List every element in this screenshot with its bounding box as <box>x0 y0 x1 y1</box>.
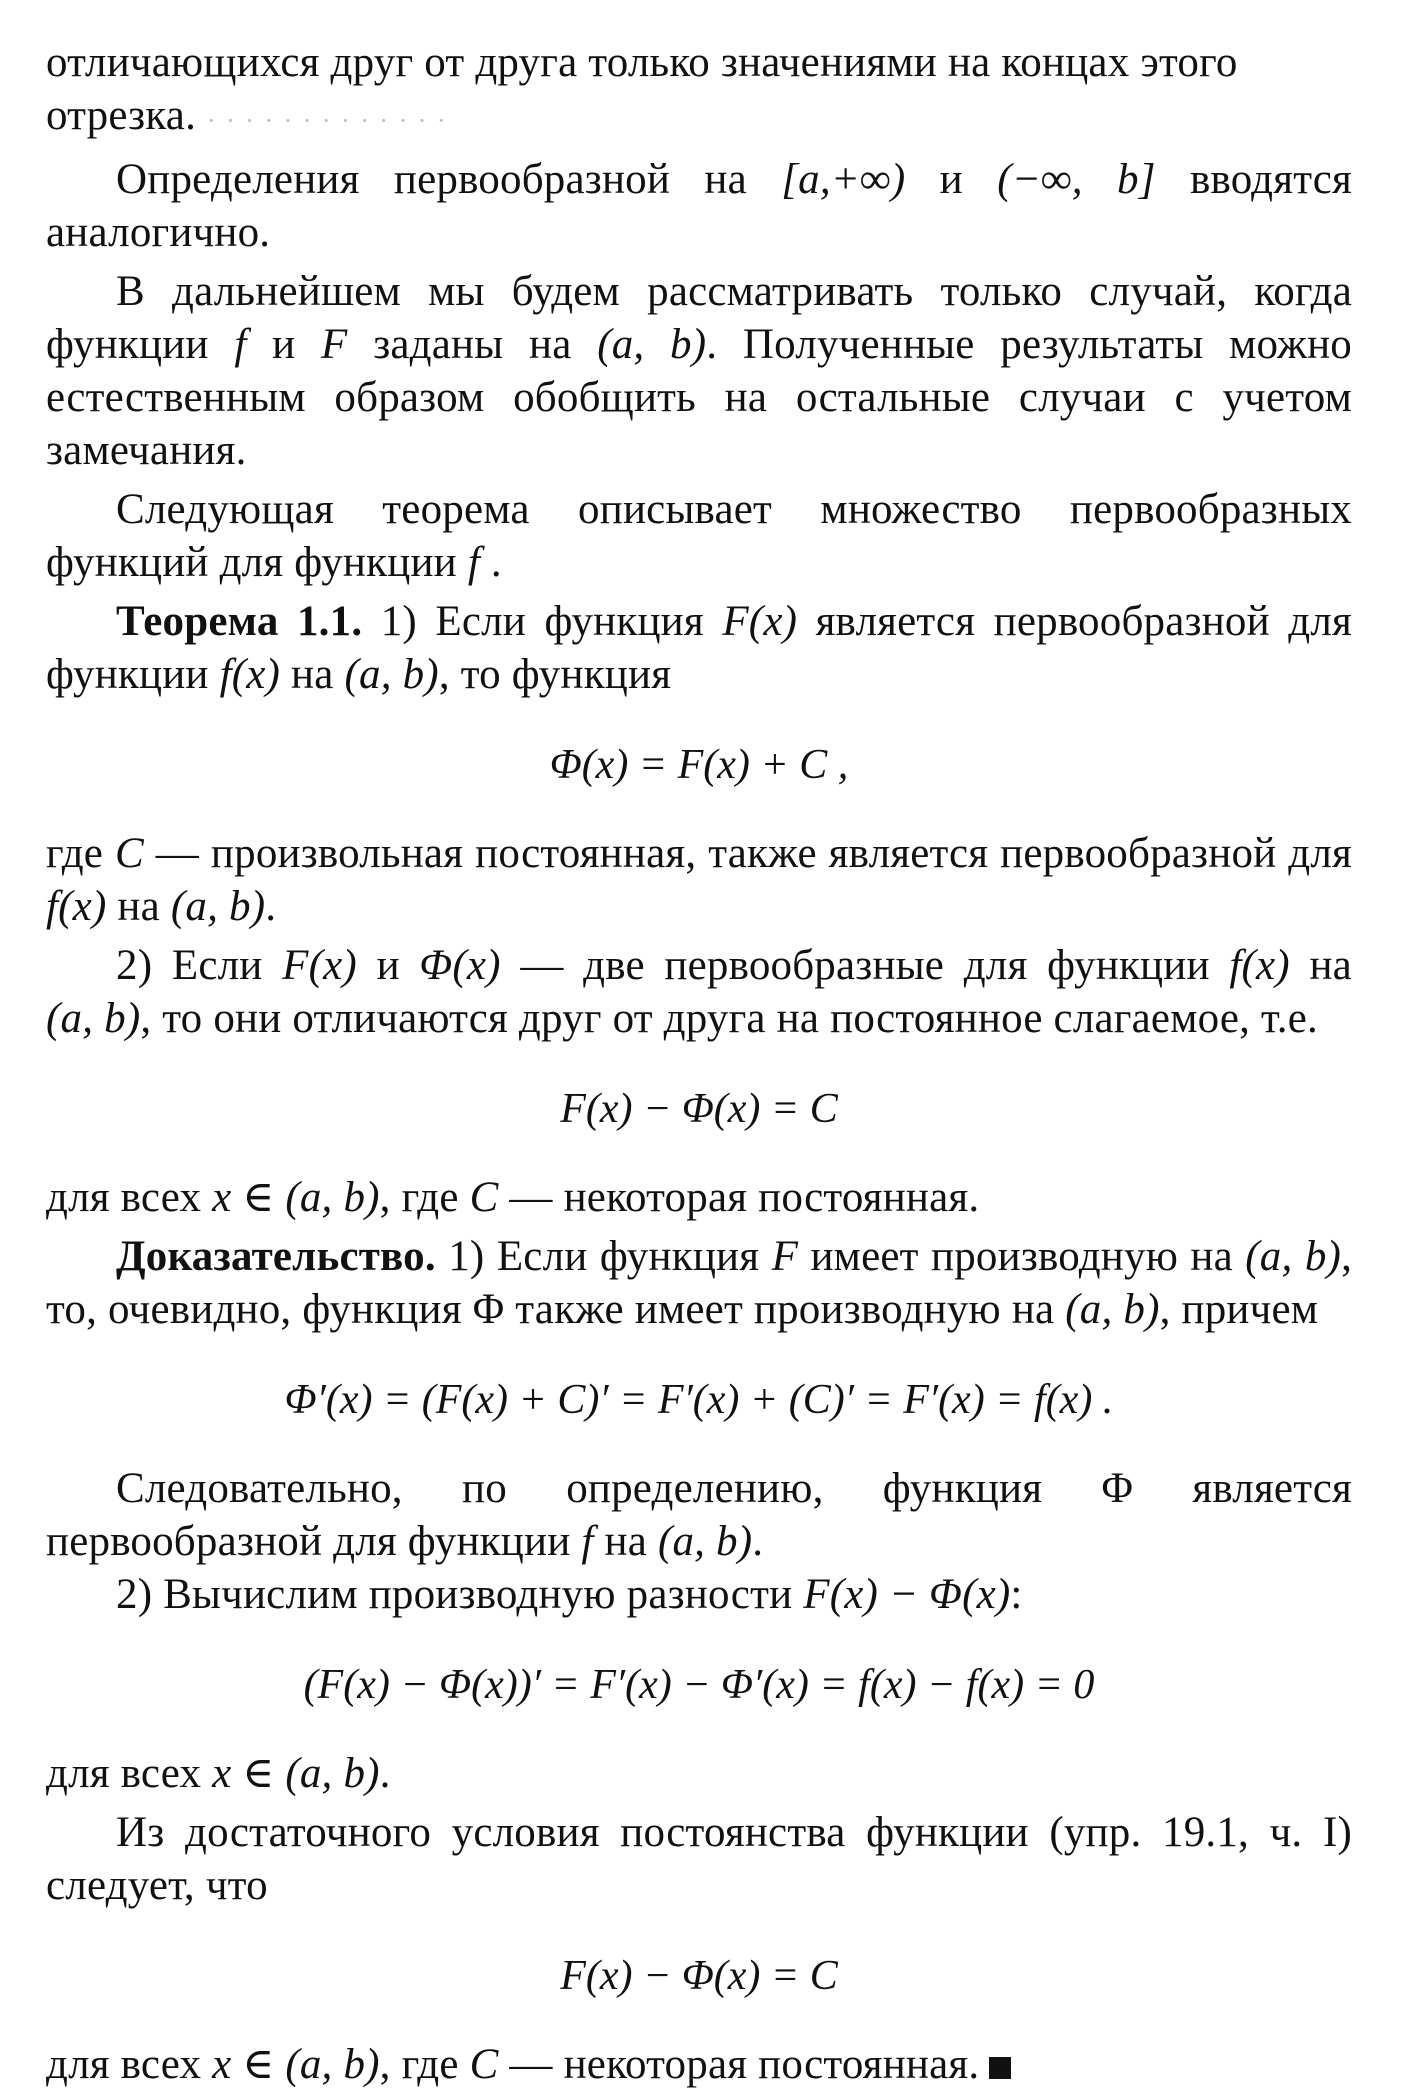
formula-phi-definition: Φ(x) = F(x) + C , <box>549 742 849 788</box>
paragraph-for-all-x-3: для всех x ∈ (a, b), где C — некоторая постоянная. <box>46 2038 1352 2091</box>
formula-difference-derivative: (F(x) − Φ(x))′ = F′(x) − Φ′(x) = f(x) − f(x) = 0 <box>303 1662 1095 1708</box>
paragraph-arbitrary-constant: где C — произвольная постоянная, также является первообразной для f(x) на (a, b). <box>46 830 1352 930</box>
paragraph-sufficient-condition: Из достаточного условия постоянства функции (упр. 19.1, ч. I) следует, что <box>46 1809 1352 1909</box>
theorem-label: Теорема 1.1. <box>116 598 363 645</box>
paragraph-for-all-x-2: для всех x ∈ (a, b). <box>46 1750 391 1797</box>
formula-difference-constant: F(x) − Φ(x) = C <box>560 1086 838 1132</box>
qed-square-icon <box>989 2057 1011 2079</box>
formula-difference-constant-2: F(x) − Φ(x) = C <box>560 1953 838 1999</box>
scan-smudge: · · · · · · · · · · · · · <box>206 106 448 135</box>
proof-part-2: 2) Вычислим производную разности F(x) − Φ(x): <box>116 1571 1023 1618</box>
formula-phi-derivative: Φ′(x) = (F(x) + C)′ = F′(x) + (C)′ = F′(x) = f(x) . <box>284 1377 1114 1423</box>
paragraph-theorem-intro: Следующая теорема описывает множество первообразных функций для функции f . <box>46 486 1352 586</box>
proof-part-1: Доказательство. 1) Если функция F имеет производную на (a, b), то, очевидно, функция Φ также имеет производную на (a, b), причем <box>46 1233 1353 1333</box>
paragraph-case-ab: В дальнейшем мы будем рассматривать только случай, когда функции f и F заданы на (a, b). Полученные результаты можно естественным образом обобщить на остальные случаи с учетом замечания. <box>46 268 1352 474</box>
paragraph-conclusion-1: Следовательно, по определению, функция Φ является первообразной для функции f на (a, b). <box>46 1465 1352 1565</box>
theorem-statement: Теорема 1.1. 1) Если функция F(x) является первообразной для функции f(x) на (a, b), то функция <box>46 598 1352 698</box>
paragraph-for-all-x-1: для всех x ∈ (a, b), где C — некоторая постоянная. <box>46 1174 980 1221</box>
paragraph-definition-intervals: Определения первообразной на [a,+∞) и (−∞, b] вводятся аналогично. <box>46 156 1353 256</box>
theorem-part-2: 2) Если F(x) и Φ(x) — две первообразные для функции f(x) на (a, b), то они отличаются друг от друга на постоянное слагаемое, т.е. <box>46 942 1352 1042</box>
proof-label: Доказательство. <box>116 1233 436 1280</box>
paragraph-continuation: отличающихся друг от друга только значениями на концах этого отрезка. · · · · · · · · · · · · · <box>46 39 1238 139</box>
